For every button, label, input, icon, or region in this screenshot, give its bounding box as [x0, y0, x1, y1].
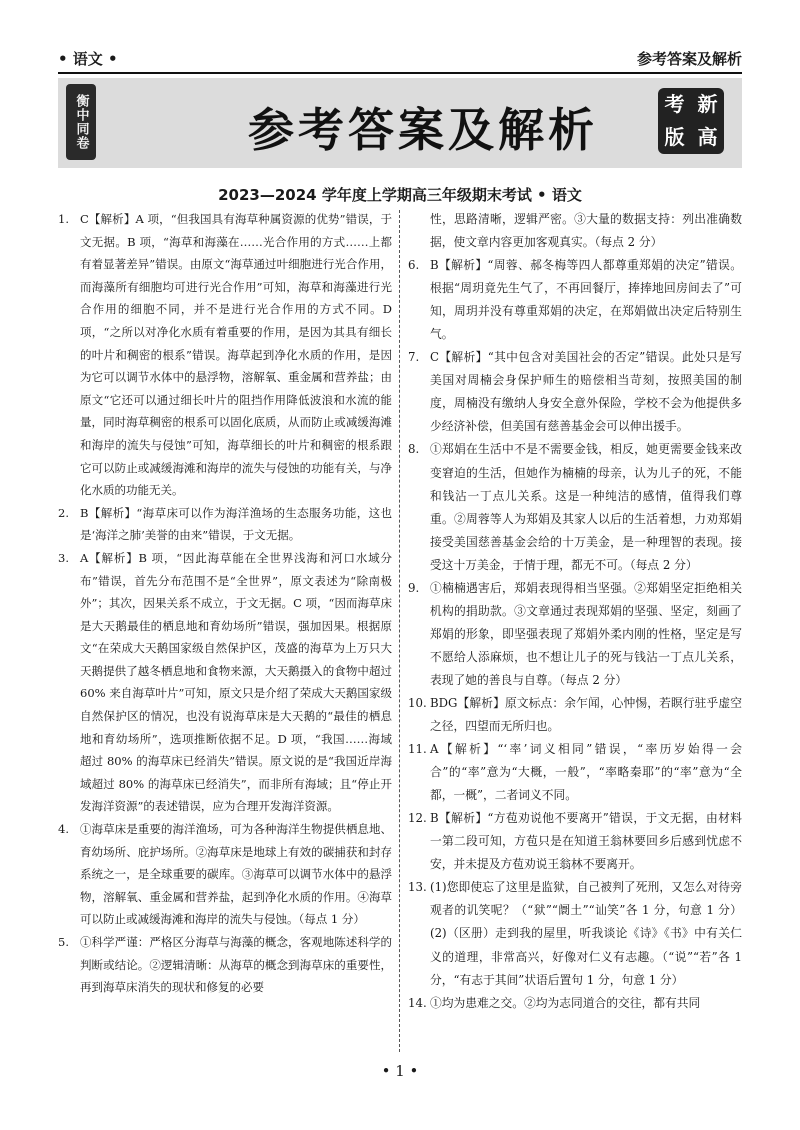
item-text: B【解析】“方苞劝说他不要离开”错误，于文无据，由材料一第二段可知，方苞只是在知道王翁林要回乡后感到忧虑不安，并未提及方苞劝说王翁林不要离开。 [430, 811, 742, 872]
item-text: ①科学严谨：严格区分海草与海藻的概念，客观地陈述科学的判断或结论。②逻辑清晰：从海草的概念到海草床的重要性，再到海草床消失的现状和修复的必要 [80, 935, 392, 995]
item-text: 性，思路清晰，逻辑严密。③大量的数据支持：列出准确数据，使文章内容更加客观真实。（每点 2 分） [430, 212, 742, 250]
item-number: 9. [408, 580, 420, 595]
item-text: ①均为患难之交。②均为志同道合的交往，都有共同 [430, 995, 701, 1010]
item-number: 14. [408, 995, 427, 1010]
banner-title: 参考答案及解析 [248, 103, 598, 157]
answer-item [408, 738, 742, 807]
item-text: ①郑娟在生活中不是不需要金钱，相反，她更需要金钱来改变窘迫的生活，但她作为楠楠的母亲，认为儿子的死，不能和钱沾一丁点儿关系。这是一种纯洁的感情，值得我们尊重。②周蓉等人为郑娟及其家人以后的生活着想，力劝郑娟接受美国慈善基金会给的十万美金，是一种理智的表现。接受这十万美金，于情于理，都无不可。（每点 2 分） [430, 442, 742, 572]
section-label: 参考答案及解析 [636, 50, 742, 68]
exam-title: 2023—2024 学年度上学期高三年级期末考试 • 语文 [218, 186, 582, 204]
subject-label: • 语文 • [58, 50, 118, 68]
answer-item [408, 807, 742, 876]
item-text: BDG【解析】原文标点：余乍闻，心忡惕，若瞑行驻乎虚空之径，四望而无所归也。 [430, 695, 742, 734]
item-number: 13. [408, 880, 427, 895]
answer-item [58, 547, 392, 818]
answer-item [58, 502, 392, 547]
item-text: B【解析】“海草床可以作为海洋渔场的生态服务功能，这也是‘海洋之肺’美誉的由来”错误，于文无据。 [80, 505, 392, 543]
seal-char: 高 [697, 125, 718, 149]
item-number: 6. [408, 258, 420, 273]
item-text: B【解析】“周蓉、郝冬梅等四人都尊重郑娟的决定”错误。根据“周玥竟先生气了，不再回餐厅，捧捧地回房间去了”可知，周玥并没有尊重郑娟的决定，在郑娟做出决定后特别生气。 [430, 258, 742, 342]
seal-char: 版 [664, 125, 685, 149]
item-text: A【解析】“‘率’词义相同”错误，“率历岁始得一会合”的“率”意为“大概，一般”，“率略秦耶”的“率”意为“全都，一概”，二者词义不同。 [430, 742, 742, 803]
item-text: ①海草床是重要的海洋渔场，可为各种海洋生物提供栖息地、育幼场所、庇护场所。②海草床是地球上有效的碳捕获和封存系统之一，是全球重要的碳库。③海草可以调节水体中的悬浮物，溶解氧、重金属和营养盐，起到净化水质的作用。④海草可以防止或减缓海滩和海岸的流失与侵蚀。（每点 1 分） [80, 822, 392, 927]
column-divider [399, 210, 400, 1052]
answer-item [58, 818, 392, 931]
answer-item [408, 254, 742, 346]
answer-item [408, 692, 742, 738]
item-text: (1)您即使忘了这里是监狱，自己被判了死刑，又怎么对待旁观者的讥笑呢？（“狱”“阛土”“讪笑”各 1 分，句意 1 分） (2)（区册）走到我的屋里，听我谈论《诗》《书》中有关仁义的道理，非常高兴，好像对仁义有志趣。（“说”“若”各 1 分，“有志于其间”状语后置句 1 分，句意 1 分） [430, 880, 742, 987]
item-number: 1. [58, 212, 69, 226]
item-number: 5. [58, 935, 69, 949]
item-number: 4. [58, 822, 69, 837]
answer-column-right [408, 208, 742, 1015]
item-text: C【解析】“其中包含对美国社会的否定”错误。此处只是写美国对周楠会身保护师生的赔偿相当苛刻，按照美国的制度，周楠没有缴纳人身安全意外保险，学校不会为他提供多少经济补偿，但美国有慈善基金会可以伸出援手。 [430, 350, 742, 434]
answer-item [58, 208, 392, 502]
page-number: • 1 • [381, 1062, 419, 1080]
answer-item [408, 438, 742, 576]
answer-item [408, 992, 742, 1015]
answer-item [408, 577, 742, 692]
brand-seal-left: 衡中同卷 [66, 84, 96, 160]
item-text: A【解析】B 项，“因此海草能在全世界浅海和河口水域分布”错误，首先分布范围不是“全世界”，原文表述为“除南极外”；其次，因果关系不成立，于文无据。C 项，“因而海草床是大天鹅最佳的栖息地和育幼场所”错误，强加因果。根据原文“在荣成大天鹅国家级自然保护区，茂盛的海草为上万只大天鹅提供了越冬栖息地和食物来源，大天鹅摄入的食物中超过 60% 来自海草叶片”可知，原文只是介绍了荣成大天鹅国家级自然保护区的情况，也没有说海草床是大天鹅的“最佳的栖息地和育幼场所”，选项推断依据不足。D 项，“我国……海域超过 80% 的海草床已经消失”错误。原文说的是“我国近岸海域超过 80% 的海草床已经消失”，而非所有海域；且“停止开发海洋资源”的表述错误，应为合理开发海洋资源。 [80, 550, 392, 814]
item-number: 10. [408, 695, 427, 710]
answer-item [408, 208, 742, 254]
item-number: 8. [408, 442, 420, 457]
item-number: 2. [58, 505, 69, 520]
seal-char: 新 [697, 92, 718, 116]
answer-item [408, 876, 742, 991]
item-number: 3. [58, 550, 69, 565]
answer-item [408, 346, 742, 438]
brand-seal-right [658, 88, 724, 154]
item-number: 7. [408, 350, 420, 365]
seal-char: 考 [664, 92, 685, 116]
item-text: C【解析】A 项，“但我国具有海草种属资源的优势”错误，于文无据。B 项，“海草和海藻在……光合作用的方式……上都有着显著差异”错误。由原文“海草通过叶细胞进行光合作用，而海藻所有细胞均可进行光合作用”可知，海草和海藻进行光合作用的细胞不同，并不是进行光合作用的方式不同。D 项，“之所以对净化水质有着重要的作用，是因为其具有细长的叶片和稠密的根系”错误。海草起到净化水质的作用，是因为它可以调节水体中的悬浮物，溶解氧、重金属和营养盐；由原文“它还可以通过细长叶片的阻挡作用降低波浪和水流的能量，同时海草稠密的根系可以固化底质，从而防止或减缓海滩和海岸的流失与侵蚀”可知，海草细长的叶片和稠密的根系跟它可以防止或减缓海滩和海岸的流失与侵蚀的功能有关，与净化水质的功能无关。 [80, 212, 392, 498]
item-number: 11. [408, 742, 427, 757]
page-header [58, 46, 742, 74]
title-banner [58, 78, 742, 168]
answer-column-left [58, 208, 392, 999]
item-number: 12. [408, 811, 427, 826]
answer-item [58, 931, 392, 999]
item-text: ①楠楠遇害后，郑娟表现得相当坚强。②郑娟坚定拒绝相关机构的捐助款。③文章通过表现郑娟的坚强、坚定，刻画了郑娟的形象，即坚强表现了郑娟外柔内刚的性格，坚定是写不愿给人添麻烦，也不想让儿子的死与钱沾一丁点儿关系，表现了她的善良与自尊。（每点 2 分） [430, 580, 742, 687]
